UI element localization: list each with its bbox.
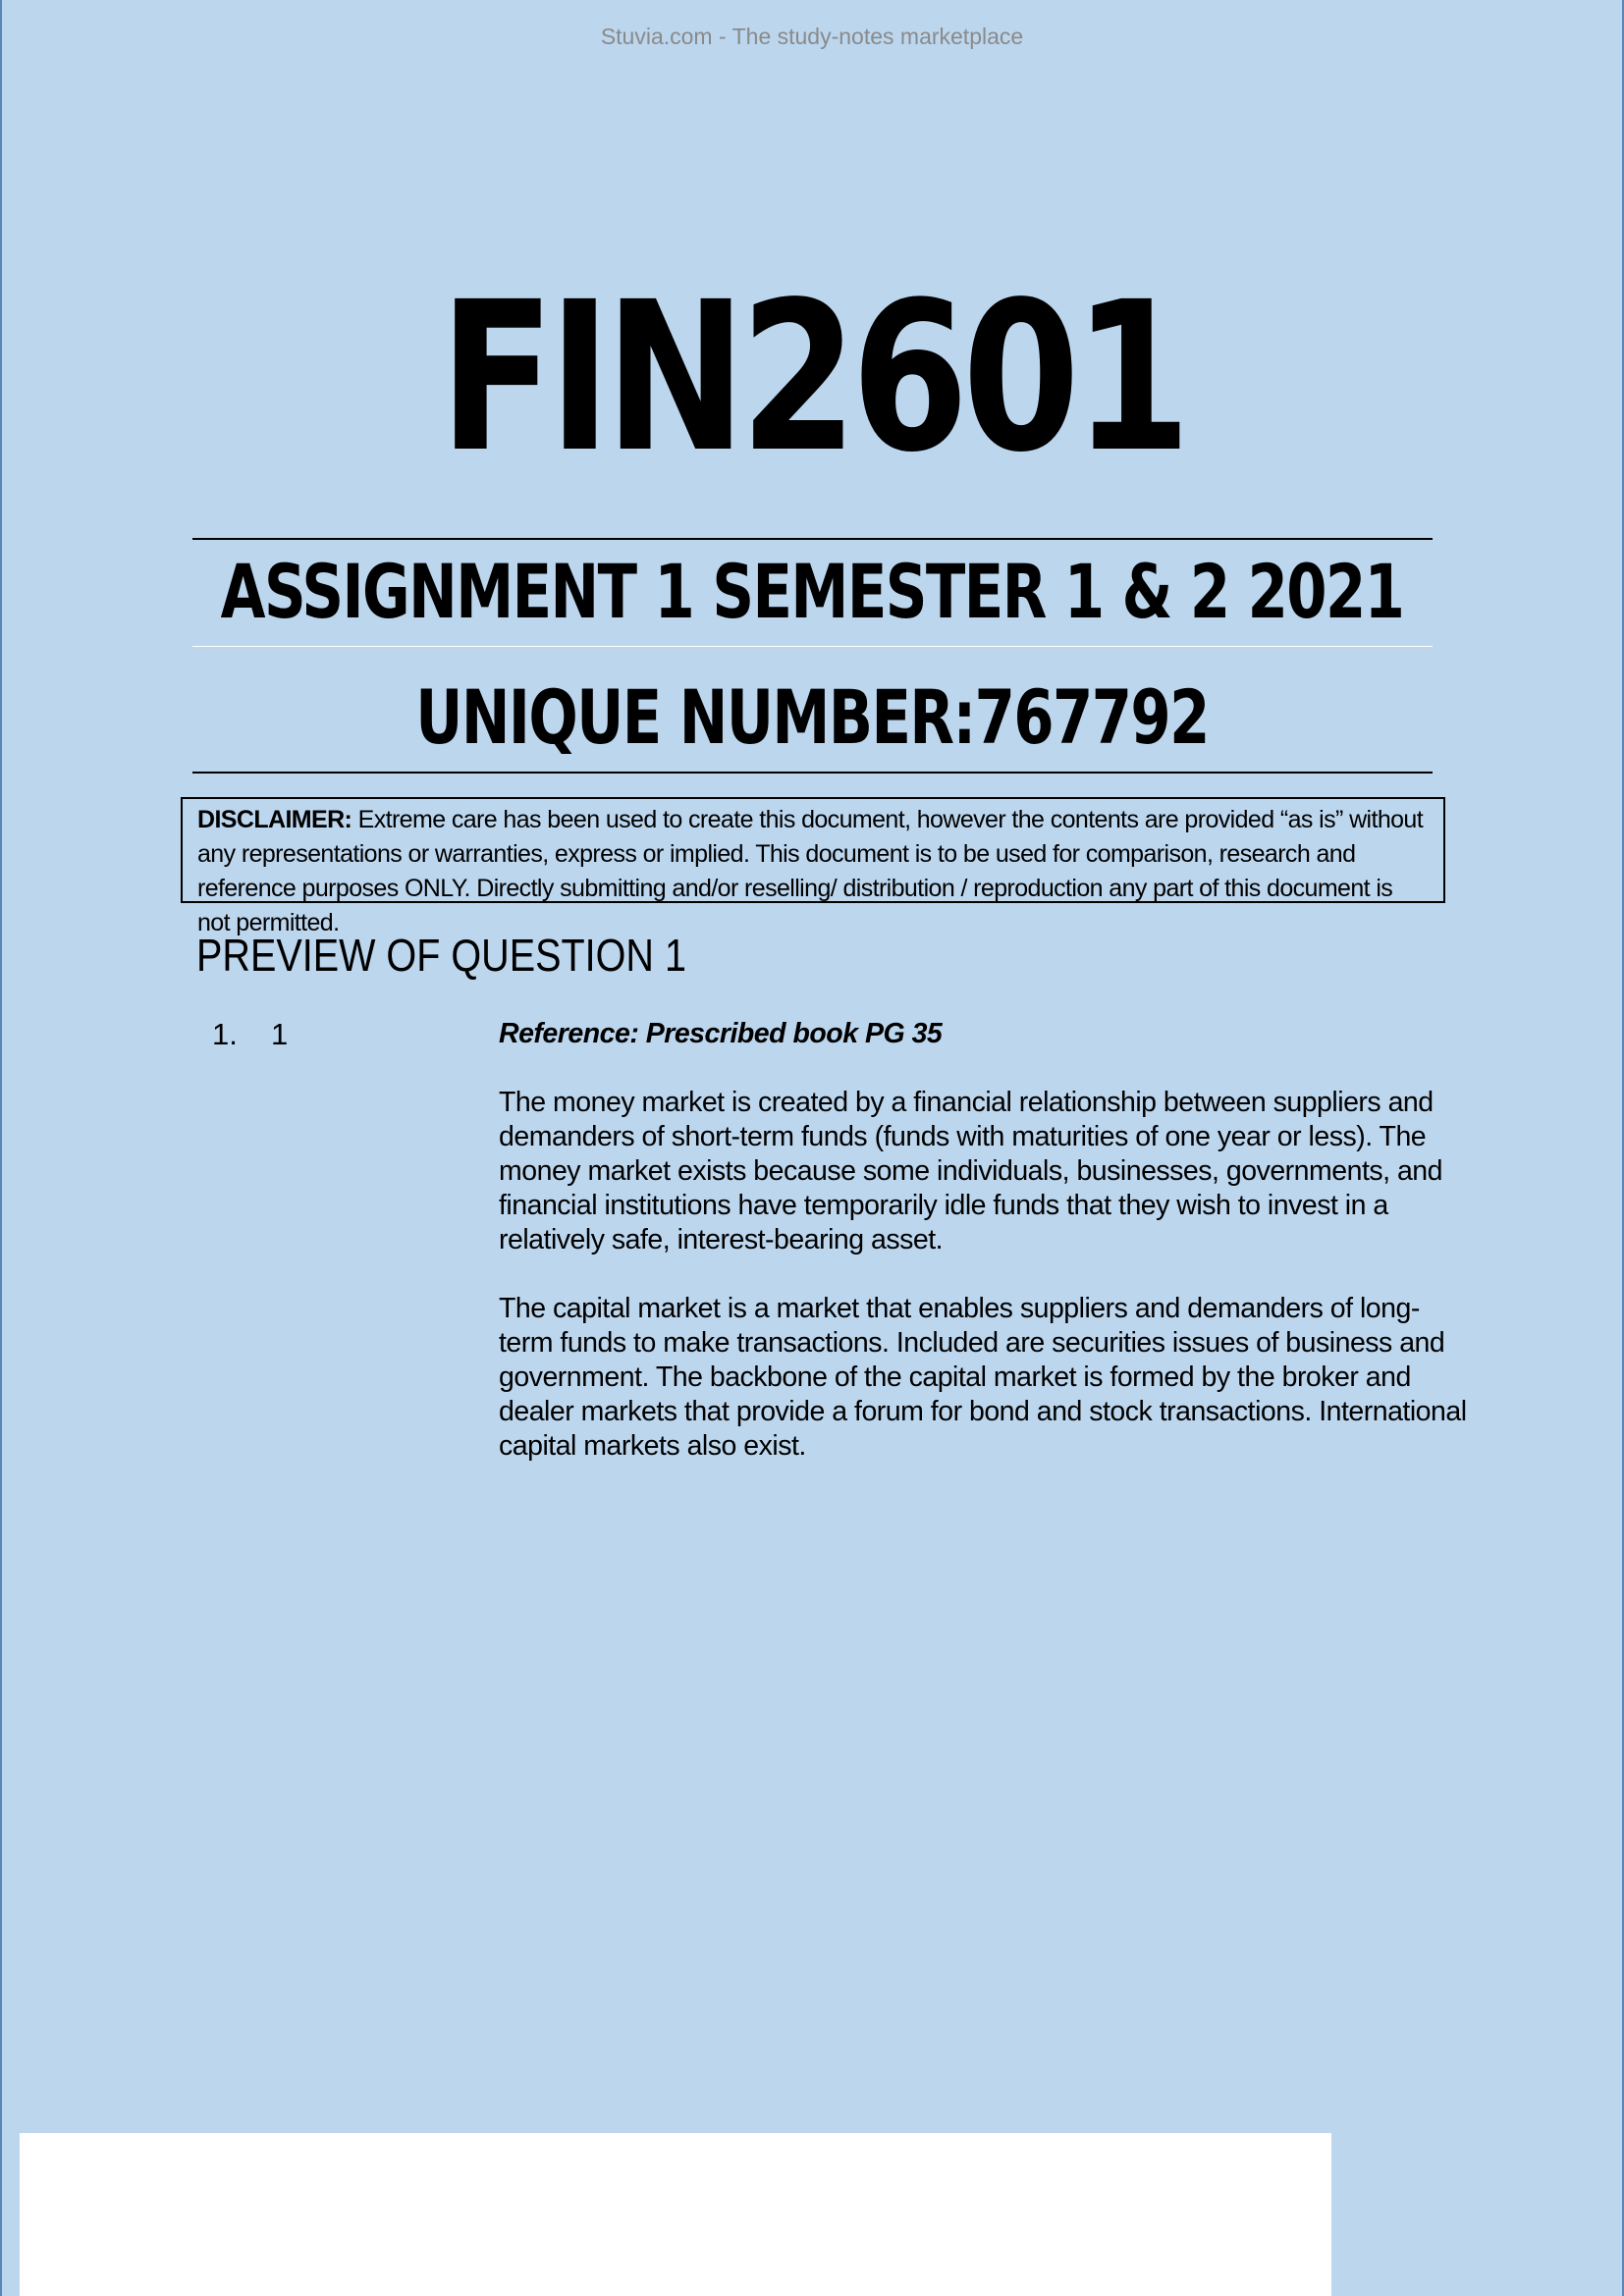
assignment-title: ASSIGNMENT 1 SEMESTER 1 & 2 2021 <box>220 548 1404 635</box>
blank-panel <box>20 2133 1331 2296</box>
answer-paragraph-money-market: The money market is created by a financial relationship between suppliers and demanders of short-term funds (funds with maturities of one year or less). The money market exists because some individuals, businesses, governments, and financial institutions have temporarily idle funds that they wish to invest in a relatively safe, interest-bearing asset. <box>499 1087 1443 1255</box>
divider-top <box>192 538 1433 540</box>
disclaimer-text: Extreme care has been used to create this document, however the contents are provided “as is” without any representations or warranties, express or implied. This document is to be used for comparison, research and reference purposes ONLY. Directly submitting and/or reselling/ distribution / reproduction any part of this document is not permitted. <box>197 806 1424 936</box>
course-code-title: FIN2601 <box>439 257 1185 498</box>
answer-paragraph-capital-market: The capital market is a market that enables suppliers and demanders of long-term funds to make transactions. Included are securities issues of business and government. The backbone of the capital market is formed by the broker and dealer markets that provide a forum for bond and stock transactions. International capital markets also exist. <box>499 1293 1467 1462</box>
disclaimer-label: DISCLAIMER: <box>197 806 352 833</box>
question-number: 1. <box>212 1017 238 1051</box>
reference-line: Reference: Prescribed book PG 35 <box>499 1018 943 1049</box>
divider-middle <box>192 646 1433 647</box>
disclaimer-box <box>181 797 1445 936</box>
divider-bottom <box>192 772 1433 774</box>
question-sub-number: 1 <box>271 1017 289 1051</box>
preview-heading: PREVIEW OF QUESTION 1 <box>196 930 686 981</box>
watermark-text: Stuvia.com - The study-notes marketplace <box>600 24 1024 49</box>
unique-number-title: UNIQUE NUMBER:767792 <box>415 673 1209 761</box>
